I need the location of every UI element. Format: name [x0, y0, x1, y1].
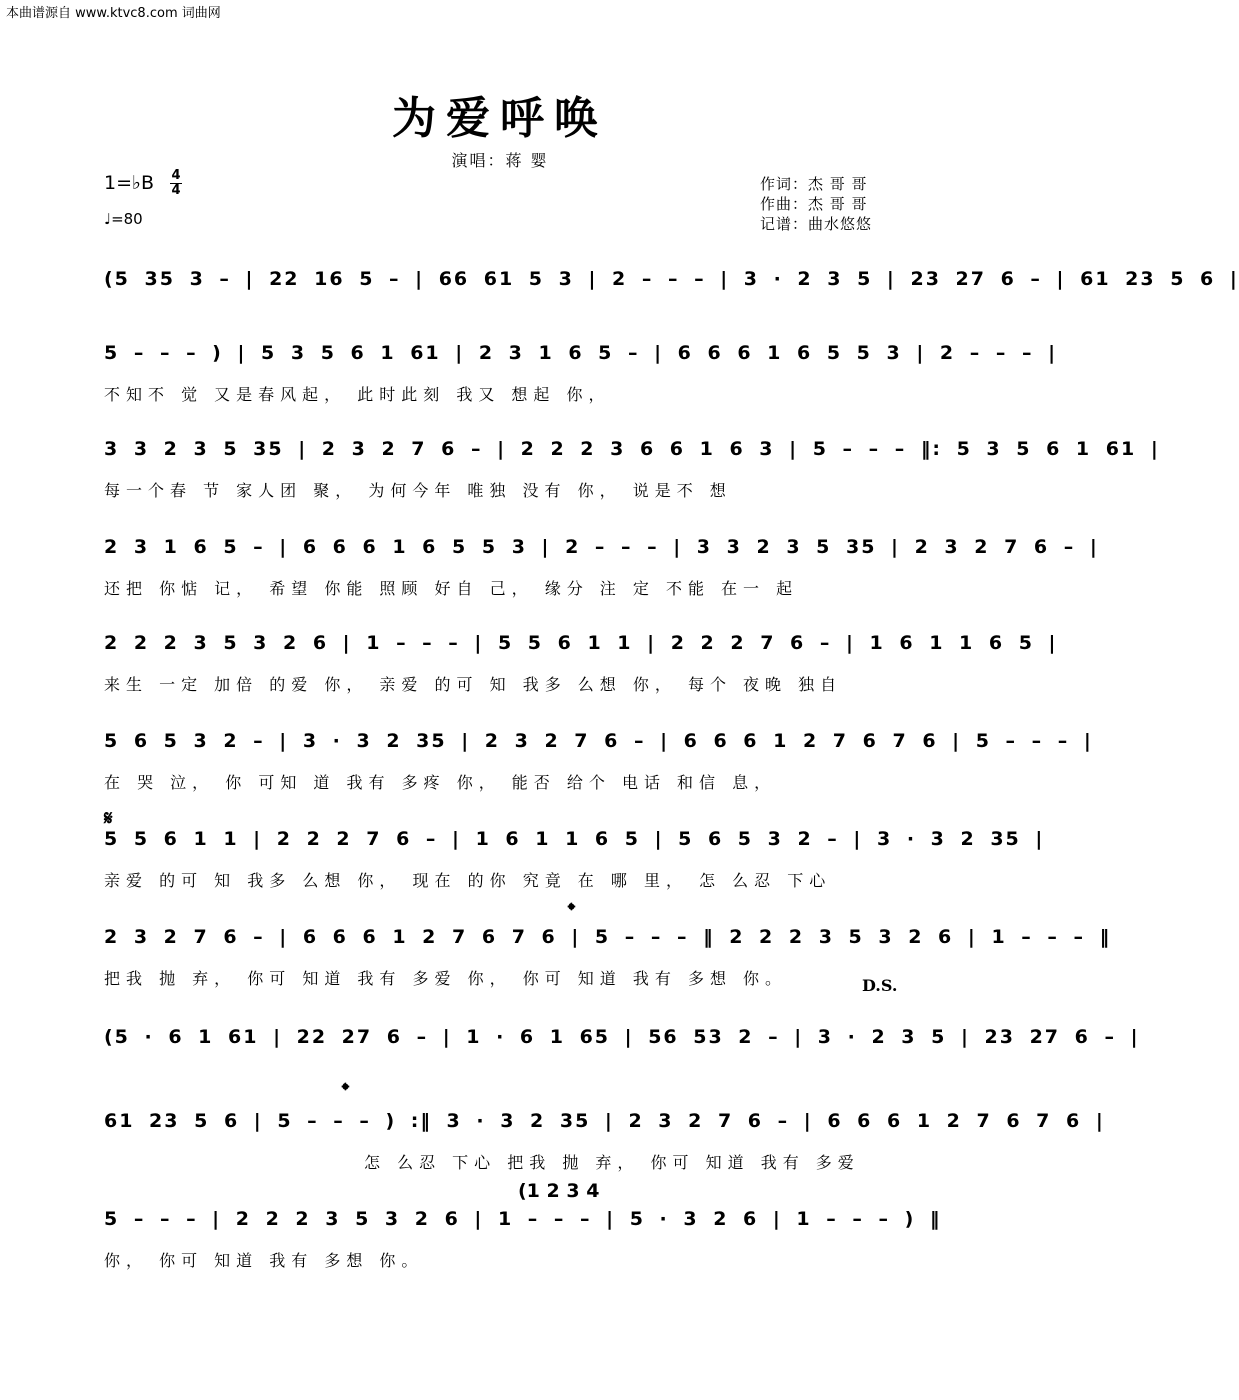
lyrics-line: 每一个春 节 家人团 聚， 为何今年 唯独 没有 你， 说是不 想: [104, 481, 732, 500]
time-signature: [170, 170, 182, 197]
lyrics-line: 亲爱 的可 知 我多 么想 你， 现在 的你 究竟 在 哪 里， 怎 么忍 下心: [104, 871, 832, 890]
notes-line: 5 – – – ) | 5 3 5 6 1 61 | 2 3 1 6 5 – | 6 6 6 1 6 5 5 3 | 2 – – – |: [104, 342, 1058, 364]
lyrics-line: 把我 抛 弃， 你可 知道 我有 多爱 你， 你可 知道 我有 多想 你。: [104, 969, 788, 988]
key-signature: 1=♭B: [104, 172, 155, 194]
notes-line: 5 5 6 1 1 | 2 2 2 7 6 – | 1 6 1 1 6 5 | 5 6 5 3 2 – | 3 · 3 2 35 |: [104, 828, 1045, 850]
notes-line: 5 – – – | 2 2 2 3 5 3 2 6 | 1 – – – | 5 · 3 2 6 | 1 – – – ) ‖: [104, 1208, 942, 1230]
notes-line: 5 6 5 3 2 – | 3 · 3 2 35 | 2 3 2 7 6 – | 6 6 6 1 2 7 6 7 6 | 5 – – – |: [104, 730, 1093, 752]
notes-line: (5 · 6 1 61 | 22 27 6 – | 1 · 6 1 65 | 56 53 2 – | 3 · 2 3 5 | 23 27 6 – |: [104, 1026, 1140, 1048]
lyrics-line: 你， 你可 知道 我有 多想 你。: [104, 1251, 424, 1270]
coda-mark: 𝄌: [568, 898, 575, 922]
source-watermark: 本曲谱源自 www.ktvc8.com 词曲网: [6, 6, 221, 21]
tempo-marking: ♩=80: [104, 210, 143, 228]
lyrics-line: 怎 么忍 下心 把我 抛 弃， 你可 知道 我有 多爱: [364, 1153, 860, 1172]
notes-line: 2 2 2 3 5 3 2 6 | 1 – – – | 5 5 6 1 1 | 2 2 2 7 6 – | 1 6 1 1 6 5 |: [104, 632, 1058, 654]
song-title: 为爱呼唤: [392, 93, 608, 144]
segno-mark: 𝄋: [104, 806, 113, 830]
lyrics-line: 在 哭 泣， 你 可知 道 我有 多疼 你， 能否 给个 电话 和信 息，: [104, 773, 777, 792]
notes-line: 2 3 1 6 5 – | 6 6 6 1 6 5 5 3 | 2 – – – | 3 3 2 3 5 35 | 2 3 2 7 6 – |: [104, 536, 1099, 558]
lyrics-line: 还把 你惦 记， 希望 你能 照顾 好自 己， 缘分 注 定 不能 在一 起: [104, 579, 799, 598]
ds-mark: D.S.: [862, 976, 898, 995]
notes-line: (5 35 3 – | 22 16 5 – | 66 61 5 3 | 2 – – – | 3 · 2 3 5 | 23 27 6 – | 61 23 5 6 |: [104, 268, 1239, 290]
ending-bracket-label: (1 2 3 4: [518, 1180, 600, 1202]
transcriber-credit: 记谱：曲水悠悠: [760, 215, 873, 233]
lyrics-line: 不知不 觉 又是春风起， 此时此刻 我又 想起 你，: [104, 385, 611, 404]
lyricist-credit: 作词：杰 哥 哥: [760, 175, 868, 193]
time-signature-top: 4: [171, 168, 181, 183]
singer-credit: 演唱：蒋 婴: [451, 151, 549, 170]
composer-credit: 作曲：杰 哥 哥: [760, 195, 868, 213]
notes-line: 61 23 5 6 | 5 – – – ) :‖ 3 · 3 2 35 | 2 3 2 7 6 – | 6 6 6 1 2 7 6 7 6 |: [104, 1110, 1105, 1132]
coda-mark-2: 𝄌: [342, 1078, 349, 1102]
notes-line: 3 3 2 3 5 35 | 2 3 2 7 6 – | 2 2 2 3 6 6 1 6 3 | 5 – – – ‖: 5 3 5 6 1 61 |: [104, 438, 1160, 460]
notes-line: 2 3 2 7 6 – | 6 6 6 1 2 7 6 7 6 | 5 – – – ‖ 2 2 2 3 5 3 2 6 | 1 – – – ‖: [104, 926, 1112, 948]
credits-block: [760, 174, 872, 234]
lyrics-line: 来生 一定 加倍 的爱 你， 亲爱 的可 知 我多 么想 你， 每个 夜晚 独自: [104, 675, 843, 694]
time-signature-bottom: 4: [171, 183, 181, 198]
